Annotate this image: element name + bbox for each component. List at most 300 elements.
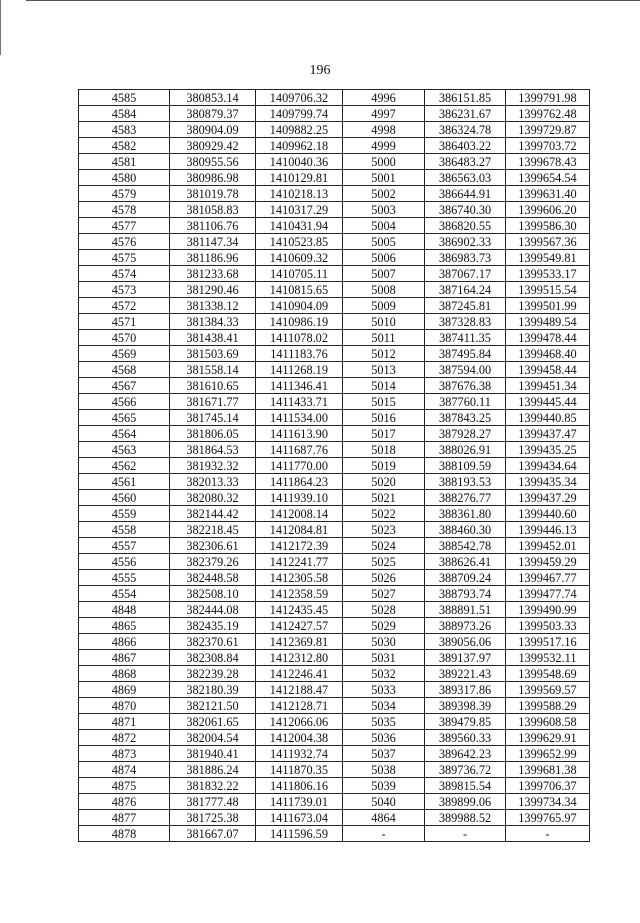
y-coordinate-right-cell: 1399606.20 (506, 202, 590, 218)
x-coordinate-left-cell: 382180.39 (170, 682, 256, 698)
x-coordinate-right-cell: 387411.35 (425, 330, 506, 346)
x-coordinate-left-cell: 381290.46 (170, 282, 256, 298)
table-row (79, 714, 590, 730)
y-coordinate-left-cell: 1411346.41 (256, 378, 343, 394)
point-number-right-cell: 5010 (343, 314, 425, 330)
y-coordinate-right-cell: 1399459.29 (506, 554, 590, 570)
y-coordinate-left-cell: 1411932.74 (256, 746, 343, 762)
table-row (79, 442, 590, 458)
point-number-right-cell: 5002 (343, 186, 425, 202)
x-coordinate-right-cell: 388276.77 (425, 490, 506, 506)
x-coordinate-left-cell: 381806.05 (170, 426, 256, 442)
page-left-edge (0, 0, 1, 55)
x-coordinate-right-cell: 389560.33 (425, 730, 506, 746)
table-row (79, 90, 590, 106)
x-coordinate-left-cell: 380929.42 (170, 138, 256, 154)
point-number-left-cell: 4871 (79, 714, 170, 730)
point-number-right-cell: 4999 (343, 138, 425, 154)
x-coordinate-right-cell: 387760.11 (425, 394, 506, 410)
table-row (79, 186, 590, 202)
x-coordinate-left-cell: 381667.07 (170, 826, 256, 842)
y-coordinate-left-cell: 1411613.90 (256, 426, 343, 442)
point-number-right-cell: 4864 (343, 810, 425, 826)
y-coordinate-right-cell: 1399503.33 (506, 618, 590, 634)
x-coordinate-right-cell: 386403.22 (425, 138, 506, 154)
x-coordinate-right-cell: 387594.00 (425, 362, 506, 378)
x-coordinate-right-cell: 387676.38 (425, 378, 506, 394)
y-coordinate-left-cell: 1409706.32 (256, 90, 343, 106)
y-coordinate-right-cell: 1399586.30 (506, 218, 590, 234)
point-number-right-cell: 5013 (343, 362, 425, 378)
table-row (79, 410, 590, 426)
y-coordinate-right-cell: 1399532.11 (506, 650, 590, 666)
x-coordinate-right-cell: 389221.43 (425, 666, 506, 682)
x-coordinate-left-cell: 381338.12 (170, 298, 256, 314)
table-row (79, 154, 590, 170)
point-number-right-cell: 5038 (343, 762, 425, 778)
y-coordinate-left-cell: 1411183.76 (256, 346, 343, 362)
x-coordinate-left-cell: 382239.28 (170, 666, 256, 682)
table-row (79, 826, 590, 842)
point-number-right-cell: 5023 (343, 522, 425, 538)
point-number-left-cell: 4563 (79, 442, 170, 458)
y-coordinate-right-cell: 1399467.77 (506, 570, 590, 586)
x-coordinate-left-cell: 382080.32 (170, 490, 256, 506)
table-row (79, 218, 590, 234)
y-coordinate-left-cell: 1412246.41 (256, 666, 343, 682)
x-coordinate-right-cell: 388460.30 (425, 522, 506, 538)
page-number: 196 (309, 63, 331, 78)
y-coordinate-left-cell: 1411078.02 (256, 330, 343, 346)
table-row (79, 282, 590, 298)
point-number-left-cell: 4582 (79, 138, 170, 154)
y-coordinate-right-cell: 1399567.36 (506, 234, 590, 250)
y-coordinate-right-cell: 1399458.44 (506, 362, 590, 378)
point-number-right-cell: 5000 (343, 154, 425, 170)
table-row (79, 650, 590, 666)
y-coordinate-right-cell: 1399681.38 (506, 762, 590, 778)
point-number-right-cell: 4996 (343, 90, 425, 106)
table-row (79, 730, 590, 746)
x-coordinate-right-cell: 389479.85 (425, 714, 506, 730)
table-row (79, 314, 590, 330)
x-coordinate-left-cell: 380853.14 (170, 90, 256, 106)
x-coordinate-left-cell: 382370.61 (170, 634, 256, 650)
y-coordinate-right-cell: 1399440.85 (506, 410, 590, 426)
point-number-left-cell: 4559 (79, 506, 170, 522)
table-row (79, 346, 590, 362)
y-coordinate-left-cell: 1410986.19 (256, 314, 343, 330)
coordinates-table (78, 89, 590, 842)
point-number-right-cell: 5001 (343, 170, 425, 186)
table-row (79, 298, 590, 314)
y-coordinate-right-cell: 1399734.34 (506, 794, 590, 810)
x-coordinate-left-cell: 381106.76 (170, 218, 256, 234)
point-number-right-cell: 5019 (343, 458, 425, 474)
table-row (79, 602, 590, 618)
y-coordinate-left-cell: 1411534.00 (256, 410, 343, 426)
point-number-left-cell: 4565 (79, 410, 170, 426)
x-coordinate-right-cell: 388026.91 (425, 442, 506, 458)
y-coordinate-left-cell: 1411870.35 (256, 762, 343, 778)
point-number-right-cell: 5030 (343, 634, 425, 650)
point-number-left-cell: 4584 (79, 106, 170, 122)
point-number-left-cell: 4872 (79, 730, 170, 746)
y-coordinate-left-cell: 1411770.00 (256, 458, 343, 474)
table-row (79, 474, 590, 490)
y-coordinate-right-cell: 1399729.87 (506, 122, 590, 138)
point-number-left-cell: 4585 (79, 90, 170, 106)
table-row (79, 666, 590, 682)
y-coordinate-left-cell: 1411673.04 (256, 810, 343, 826)
x-coordinate-right-cell: 387067.17 (425, 266, 506, 282)
y-coordinate-left-cell: 1412369.81 (256, 634, 343, 650)
y-coordinate-right-cell: 1399446.13 (506, 522, 590, 538)
x-coordinate-right-cell: 389815.54 (425, 778, 506, 794)
table-row (79, 506, 590, 522)
y-coordinate-right-cell: 1399437.47 (506, 426, 590, 442)
x-coordinate-left-cell: 381610.65 (170, 378, 256, 394)
y-coordinate-right-cell: 1399435.25 (506, 442, 590, 458)
y-coordinate-left-cell: 1410431.94 (256, 218, 343, 234)
point-number-right-cell: 5026 (343, 570, 425, 586)
y-coordinate-left-cell: 1411596.59 (256, 826, 343, 842)
x-coordinate-left-cell: 381886.24 (170, 762, 256, 778)
y-coordinate-right-cell: 1399548.69 (506, 666, 590, 682)
x-coordinate-left-cell: 380986.98 (170, 170, 256, 186)
point-number-left-cell: 4577 (79, 218, 170, 234)
point-number-right-cell: 5024 (343, 538, 425, 554)
y-coordinate-right-cell: 1399765.97 (506, 810, 590, 826)
point-number-right-cell: 5040 (343, 794, 425, 810)
point-number-right-cell: 5034 (343, 698, 425, 714)
y-coordinate-right-cell: 1399588.29 (506, 698, 590, 714)
y-coordinate-left-cell: 1411939.10 (256, 490, 343, 506)
point-number-left-cell: 4866 (79, 634, 170, 650)
table-row (79, 522, 590, 538)
point-number-left-cell: 4573 (79, 282, 170, 298)
x-coordinate-right-cell: 388542.78 (425, 538, 506, 554)
y-coordinate-right-cell: 1399608.58 (506, 714, 590, 730)
y-coordinate-left-cell: 1411268.19 (256, 362, 343, 378)
x-coordinate-right-cell: 389642.23 (425, 746, 506, 762)
point-number-right-cell: 5029 (343, 618, 425, 634)
x-coordinate-right-cell: 387495.84 (425, 346, 506, 362)
x-coordinate-left-cell: 382379.26 (170, 554, 256, 570)
y-coordinate-left-cell: 1412004.38 (256, 730, 343, 746)
point-number-left-cell: 4580 (79, 170, 170, 186)
point-number-right-cell: 5009 (343, 298, 425, 314)
page-top-edge (26, 0, 640, 5)
point-number-left-cell: 4558 (79, 522, 170, 538)
y-coordinate-left-cell: 1410317.29 (256, 202, 343, 218)
point-number-left-cell: 4579 (79, 186, 170, 202)
point-number-right-cell: 5033 (343, 682, 425, 698)
x-coordinate-left-cell: 381503.69 (170, 346, 256, 362)
point-number-left-cell: 4867 (79, 650, 170, 666)
x-coordinate-right-cell: 386324.78 (425, 122, 506, 138)
y-coordinate-left-cell: 1410040.36 (256, 154, 343, 170)
y-coordinate-right-cell: 1399451.34 (506, 378, 590, 394)
table-row (79, 122, 590, 138)
point-number-right-cell: 5015 (343, 394, 425, 410)
x-coordinate-right-cell: 389056.06 (425, 634, 506, 650)
point-number-left-cell: 4875 (79, 778, 170, 794)
table-row (79, 362, 590, 378)
table-row (79, 810, 590, 826)
x-coordinate-right-cell: 388891.51 (425, 602, 506, 618)
y-coordinate-right-cell: 1399435.34 (506, 474, 590, 490)
point-number-right-cell: 4998 (343, 122, 425, 138)
y-coordinate-right-cell: 1399434.64 (506, 458, 590, 474)
x-coordinate-left-cell: 382308.84 (170, 650, 256, 666)
point-number-left-cell: 4878 (79, 826, 170, 842)
x-coordinate-left-cell: 382435.19 (170, 618, 256, 634)
point-number-right-cell: 5008 (343, 282, 425, 298)
y-coordinate-left-cell: 1410705.11 (256, 266, 343, 282)
x-coordinate-right-cell: 388193.53 (425, 474, 506, 490)
y-coordinate-left-cell: 1412435.45 (256, 602, 343, 618)
y-coordinate-left-cell: 1412312.80 (256, 650, 343, 666)
table-row (79, 170, 590, 186)
point-number-left-cell: 4556 (79, 554, 170, 570)
x-coordinate-left-cell: 382508.10 (170, 586, 256, 602)
x-coordinate-left-cell: 382121.50 (170, 698, 256, 714)
point-number-left-cell: 4562 (79, 458, 170, 474)
x-coordinate-right-cell: 388361.80 (425, 506, 506, 522)
x-coordinate-left-cell: 381671.77 (170, 394, 256, 410)
point-number-left-cell: 4557 (79, 538, 170, 554)
point-number-left-cell: 4560 (79, 490, 170, 506)
y-coordinate-right-cell: 1399678.43 (506, 154, 590, 170)
point-number-right-cell: 5003 (343, 202, 425, 218)
point-number-left-cell: 4575 (79, 250, 170, 266)
point-number-left-cell: 4583 (79, 122, 170, 138)
x-coordinate-left-cell: 381384.33 (170, 314, 256, 330)
point-number-left-cell: 4581 (79, 154, 170, 170)
point-number-right-cell: 5039 (343, 778, 425, 794)
y-coordinate-left-cell: 1412188.47 (256, 682, 343, 698)
x-coordinate-left-cell: 380904.09 (170, 122, 256, 138)
x-coordinate-right-cell: 386231.67 (425, 106, 506, 122)
y-coordinate-right-cell: 1399477.74 (506, 586, 590, 602)
table-row (79, 106, 590, 122)
point-number-right-cell: 5011 (343, 330, 425, 346)
table-row (79, 250, 590, 266)
x-coordinate-right-cell: 387928.27 (425, 426, 506, 442)
table-row (79, 490, 590, 506)
y-coordinate-right-cell: 1399517.16 (506, 634, 590, 650)
point-number-left-cell: 4561 (79, 474, 170, 490)
point-number-left-cell: 4569 (79, 346, 170, 362)
point-number-right-cell: 5022 (343, 506, 425, 522)
x-coordinate-right-cell: 389988.52 (425, 810, 506, 826)
point-number-left-cell: 4870 (79, 698, 170, 714)
x-coordinate-left-cell: 382144.42 (170, 506, 256, 522)
x-coordinate-left-cell: 382444.08 (170, 602, 256, 618)
point-number-right-cell: 5017 (343, 426, 425, 442)
x-coordinate-right-cell: 386563.03 (425, 170, 506, 186)
point-number-left-cell: 4566 (79, 394, 170, 410)
x-coordinate-left-cell: 381777.48 (170, 794, 256, 810)
table-row (79, 634, 590, 650)
x-coordinate-right-cell: 388709.24 (425, 570, 506, 586)
point-number-right-cell: 5004 (343, 218, 425, 234)
point-number-left-cell: 4567 (79, 378, 170, 394)
point-number-right-cell: 5018 (343, 442, 425, 458)
table-row (79, 426, 590, 442)
point-number-left-cell: 4873 (79, 746, 170, 762)
y-coordinate-left-cell: 1412008.14 (256, 506, 343, 522)
y-coordinate-left-cell: 1411433.71 (256, 394, 343, 410)
y-coordinate-right-cell: 1399569.57 (506, 682, 590, 698)
point-number-right-cell: 5007 (343, 266, 425, 282)
y-coordinate-left-cell: 1412066.06 (256, 714, 343, 730)
x-coordinate-left-cell: 380879.37 (170, 106, 256, 122)
point-number-right-cell: - (343, 826, 425, 842)
y-coordinate-left-cell: 1412427.57 (256, 618, 343, 634)
x-coordinate-left-cell: 381932.32 (170, 458, 256, 474)
point-number-right-cell: 5006 (343, 250, 425, 266)
point-number-right-cell: 5028 (343, 602, 425, 618)
point-number-left-cell: 4576 (79, 234, 170, 250)
x-coordinate-left-cell: 381186.96 (170, 250, 256, 266)
y-coordinate-right-cell: 1399490.99 (506, 602, 590, 618)
point-number-right-cell: 5020 (343, 474, 425, 490)
table-row (79, 698, 590, 714)
y-coordinate-left-cell: 1410815.65 (256, 282, 343, 298)
y-coordinate-right-cell: 1399629.91 (506, 730, 590, 746)
y-coordinate-right-cell: 1399501.99 (506, 298, 590, 314)
y-coordinate-right-cell: 1399791.98 (506, 90, 590, 106)
x-coordinate-left-cell: 382061.65 (170, 714, 256, 730)
x-coordinate-left-cell: 382448.58 (170, 570, 256, 586)
x-coordinate-right-cell: 387245.81 (425, 298, 506, 314)
y-coordinate-right-cell: 1399762.48 (506, 106, 590, 122)
x-coordinate-right-cell: 386151.85 (425, 90, 506, 106)
table-row (79, 618, 590, 634)
point-number-right-cell: 5016 (343, 410, 425, 426)
point-number-left-cell: 4578 (79, 202, 170, 218)
y-coordinate-left-cell: 1410218.13 (256, 186, 343, 202)
x-coordinate-left-cell: 382306.61 (170, 538, 256, 554)
coordinates-table-body (79, 90, 590, 842)
table-row (79, 778, 590, 794)
y-coordinate-right-cell: 1399468.40 (506, 346, 590, 362)
table-row (79, 554, 590, 570)
y-coordinate-right-cell: 1399549.81 (506, 250, 590, 266)
x-coordinate-left-cell: 381864.53 (170, 442, 256, 458)
y-coordinate-left-cell: 1411687.76 (256, 442, 343, 458)
y-coordinate-right-cell: - (506, 826, 590, 842)
x-coordinate-right-cell: 386902.33 (425, 234, 506, 250)
table-row (79, 266, 590, 282)
y-coordinate-right-cell: 1399706.37 (506, 778, 590, 794)
point-number-left-cell: 4564 (79, 426, 170, 442)
x-coordinate-right-cell: 386483.27 (425, 154, 506, 170)
point-number-left-cell: 4868 (79, 666, 170, 682)
x-coordinate-right-cell: 386644.91 (425, 186, 506, 202)
x-coordinate-right-cell: 389137.97 (425, 650, 506, 666)
y-coordinate-left-cell: 1410129.81 (256, 170, 343, 186)
x-coordinate-right-cell: 388973.26 (425, 618, 506, 634)
table-row (79, 394, 590, 410)
y-coordinate-left-cell: 1412128.71 (256, 698, 343, 714)
x-coordinate-left-cell: 381558.14 (170, 362, 256, 378)
point-number-right-cell: 5005 (343, 234, 425, 250)
y-coordinate-right-cell: 1399703.72 (506, 138, 590, 154)
x-coordinate-right-cell: 386740.30 (425, 202, 506, 218)
point-number-left-cell: 4869 (79, 682, 170, 698)
x-coordinate-left-cell: 381745.14 (170, 410, 256, 426)
y-coordinate-left-cell: 1412172.39 (256, 538, 343, 554)
y-coordinate-right-cell: 1399652.99 (506, 746, 590, 762)
x-coordinate-left-cell: 382218.45 (170, 522, 256, 538)
point-number-left-cell: 4848 (79, 602, 170, 618)
y-coordinate-right-cell: 1399654.54 (506, 170, 590, 186)
x-coordinate-left-cell: 381832.22 (170, 778, 256, 794)
x-coordinate-right-cell: 387328.83 (425, 314, 506, 330)
y-coordinate-left-cell: 1412358.59 (256, 586, 343, 602)
table-row (79, 234, 590, 250)
table-row (79, 794, 590, 810)
x-coordinate-left-cell: 381058.83 (170, 202, 256, 218)
point-number-right-cell: 5031 (343, 650, 425, 666)
point-number-left-cell: 4877 (79, 810, 170, 826)
table-row (79, 746, 590, 762)
table-row (79, 458, 590, 474)
x-coordinate-right-cell: 386820.55 (425, 218, 506, 234)
x-coordinate-left-cell: 381233.68 (170, 266, 256, 282)
y-coordinate-left-cell: 1410523.85 (256, 234, 343, 250)
x-coordinate-right-cell: 389899.06 (425, 794, 506, 810)
point-number-left-cell: 4572 (79, 298, 170, 314)
y-coordinate-right-cell: 1399452.01 (506, 538, 590, 554)
x-coordinate-left-cell: 381725.38 (170, 810, 256, 826)
x-coordinate-left-cell: 382013.33 (170, 474, 256, 490)
table-row (79, 138, 590, 154)
y-coordinate-left-cell: 1409962.18 (256, 138, 343, 154)
y-coordinate-left-cell: 1412305.58 (256, 570, 343, 586)
x-coordinate-right-cell: 389398.39 (425, 698, 506, 714)
point-number-right-cell: 5037 (343, 746, 425, 762)
y-coordinate-left-cell: 1410609.32 (256, 250, 343, 266)
point-number-left-cell: 4876 (79, 794, 170, 810)
y-coordinate-left-cell: 1409882.25 (256, 122, 343, 138)
y-coordinate-left-cell: 1409799.74 (256, 106, 343, 122)
table-row (79, 586, 590, 602)
table-row (79, 330, 590, 346)
point-number-left-cell: 4554 (79, 586, 170, 602)
x-coordinate-right-cell: 388626.41 (425, 554, 506, 570)
x-coordinate-right-cell: - (425, 826, 506, 842)
x-coordinate-left-cell: 381147.34 (170, 234, 256, 250)
point-number-left-cell: 4555 (79, 570, 170, 586)
x-coordinate-left-cell: 381019.78 (170, 186, 256, 202)
x-coordinate-right-cell: 387164.24 (425, 282, 506, 298)
x-coordinate-right-cell: 386983.73 (425, 250, 506, 266)
x-coordinate-left-cell: 381940.41 (170, 746, 256, 762)
x-coordinate-right-cell: 389317.86 (425, 682, 506, 698)
y-coordinate-left-cell: 1411739.01 (256, 794, 343, 810)
y-coordinate-left-cell: 1411806.16 (256, 778, 343, 794)
y-coordinate-right-cell: 1399440.60 (506, 506, 590, 522)
point-number-left-cell: 4571 (79, 314, 170, 330)
point-number-left-cell: 4865 (79, 618, 170, 634)
y-coordinate-left-cell: 1410904.09 (256, 298, 343, 314)
point-number-left-cell: 4568 (79, 362, 170, 378)
point-number-right-cell: 5035 (343, 714, 425, 730)
